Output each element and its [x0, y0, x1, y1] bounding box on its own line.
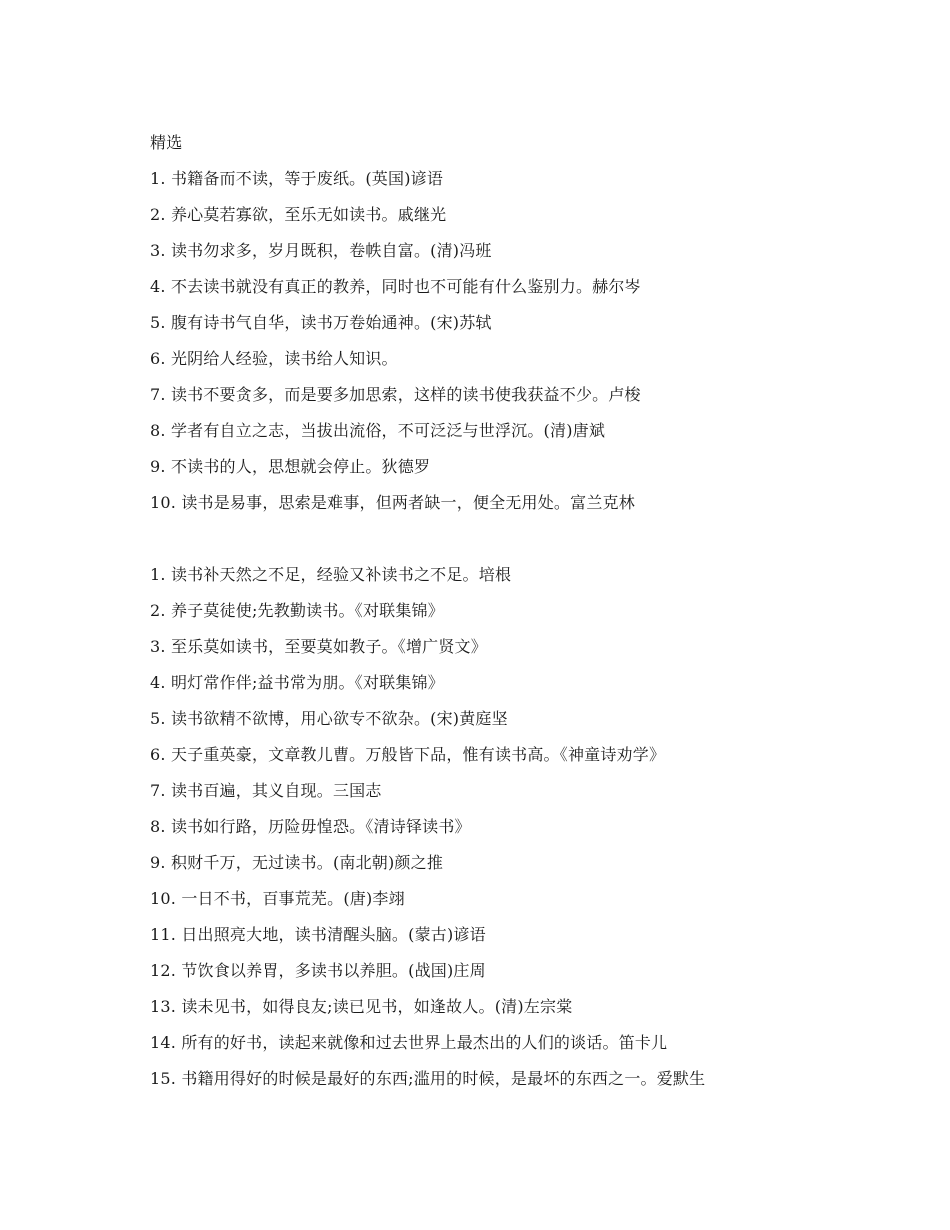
quote-list-2: [150, 557, 870, 1097]
quote-line: 13. 读未见书，如得良友;读已见书，如逢故人。(清)左宗棠: [150, 997, 573, 1016]
quote-line: 7. 读书不要贪多，而是要多加思索，这样的读书使我获益不少。卢梭: [150, 385, 641, 404]
quote-line: 1. 书籍备而不读，等于废纸。(英国)谚语: [150, 169, 444, 188]
quote-line: 2. 养心莫若寡欲，至乐无如读书。戚继光: [150, 205, 447, 224]
quote-line: 2. 养子莫徒使;先教勤读书。《对联集锦》: [150, 601, 444, 620]
quote-line: 14. 所有的好书，读起来就像和过去世界上最杰出的人们的谈话。笛卡儿: [150, 1033, 668, 1052]
quote-list-1: [150, 161, 870, 521]
quote-line: 3. 至乐莫如读书，至要莫如教子。《增广贤文》: [150, 637, 487, 656]
quote-line: 3. 读书勿求多，岁月既积，卷帙自富。(清)冯班: [150, 241, 492, 260]
quote-line: 15. 书籍用得好的时候是最好的东西;滥用的时候，是最坏的东西之一。爱默生: [150, 1069, 706, 1088]
quote-line: 8. 学者有自立之志，当拔出流俗，不可泛泛与世浮沉。(清)唐斌: [150, 421, 606, 440]
quote-line: 6. 光阴给人经验，读书给人知识。: [150, 349, 398, 368]
quote-line: 5. 读书欲精不欲博，用心欲专不欲杂。(宋)黄庭坚: [150, 709, 508, 728]
section-spacer: [150, 521, 870, 557]
quote-line: 7. 读书百遍，其义自现。三国志: [150, 781, 382, 800]
quote-line: 1. 读书补天然之不足，经验又补读书之不足。培根: [150, 565, 512, 584]
quote-line: 10. 读书是易事，思索是难事，但两者缺一，便全无用处。富兰克林: [150, 493, 635, 512]
quote-line: 11. 日出照亮大地，读书清醒头脑。(蒙古)谚语: [150, 925, 486, 944]
quote-line: 9. 积财千万，无过读书。(南北朝)颜之推: [150, 853, 444, 872]
quote-line: 6. 天子重英豪，文章教儿曹。万般皆下品，惟有读书高。《神童诗劝学》: [150, 745, 666, 764]
document-body: [150, 125, 870, 1097]
section-heading: 精选: [150, 133, 183, 152]
quote-line: 10. 一日不书，百事荒芜。(唐)李翊: [150, 889, 405, 908]
quote-line: 4. 不去读书就没有真正的教养，同时也不可能有什么鉴别力。赫尔岑: [150, 277, 641, 296]
quote-line: 8. 读书如行路，历险毋惶恐。《清诗铎读书》: [150, 817, 471, 836]
quote-line: 5. 腹有诗书气自华，读书万卷始通神。(宋)苏轼: [150, 313, 492, 332]
quote-line: 9. 不读书的人，思想就会停止。狄德罗: [150, 457, 431, 476]
quote-line: 12. 节饮食以养胃，多读书以养胆。(战国)庄周: [150, 961, 486, 980]
quote-line: 4. 明灯常作伴;益书常为朋。《对联集锦》: [150, 673, 444, 692]
